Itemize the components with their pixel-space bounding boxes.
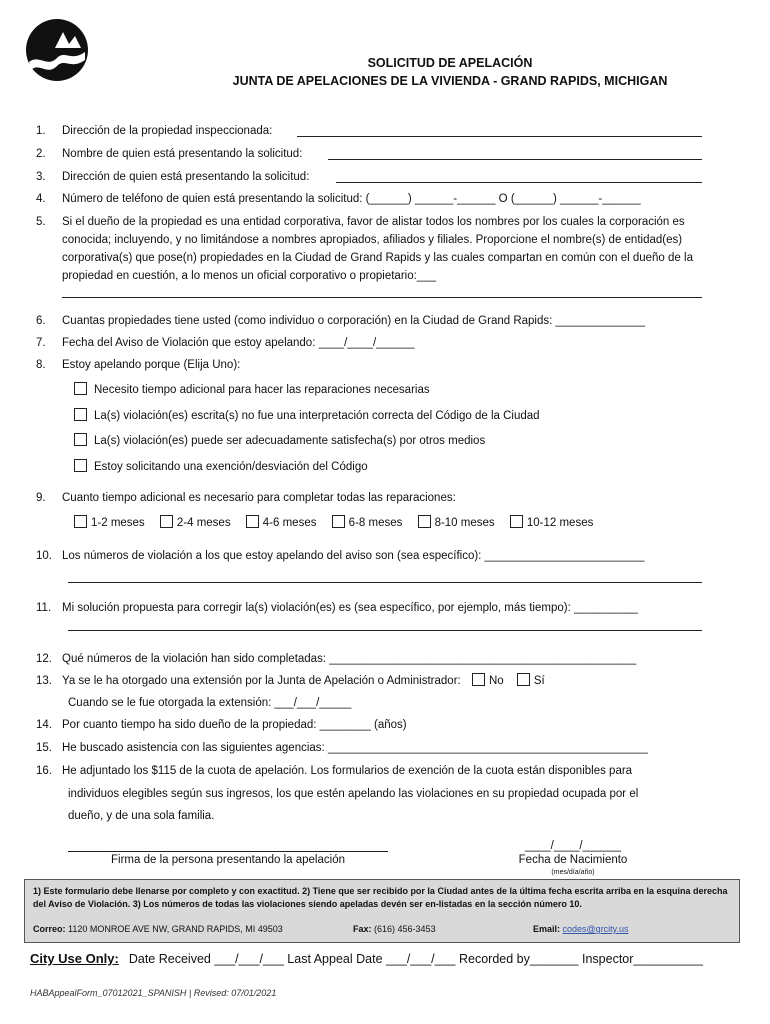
time-option-4[interactable]: 6-8 meses xyxy=(332,515,403,531)
instructions-box xyxy=(24,879,740,943)
item-11: 11. Mi solución propuesta para corregir la(s) violación(es) es (sea específico, por ejemplo, más tiempo): __________ xyxy=(36,602,638,614)
property-address-field[interactable] xyxy=(297,136,702,137)
city-use-label: City Use Only: xyxy=(30,951,119,966)
time-4-checkbox[interactable] xyxy=(332,515,345,528)
reason-3-checkbox[interactable] xyxy=(74,433,87,446)
applicant-name-field[interactable] xyxy=(328,159,702,160)
item-10: 10. Los números de violación a los que estoy apelando del aviso son (sea específico): _________________________ xyxy=(36,550,645,562)
agencies-field[interactable]: He buscado asistencia con las siguientes agencias: __________________________________________________ xyxy=(62,742,648,754)
proposed-solution-line[interactable] xyxy=(68,630,702,631)
item-16: 16. He adjuntado los $115 de la cuota de apelación. Los formularios de exención de la cuota están disponibles para xyxy=(36,765,633,777)
item-16-line-1: He adjuntado los $115 de la cuota de apelación. Los formularios de exención de la cuota están disponibles para xyxy=(62,765,633,777)
reason-option-4[interactable]: Estoy solicitando una exención/desviación del Código xyxy=(74,459,368,475)
extension-yes-checkbox[interactable] xyxy=(517,673,530,686)
form-footer: HABAppealForm_07012021_SPANISH | Revised: 07/01/2021 xyxy=(30,988,277,998)
violation-numbers-field[interactable]: Los números de violación a los que estoy apelando del aviso son (sea específico): _________________________ xyxy=(62,550,645,562)
phone-field-label[interactable]: Número de teléfono de quien está presentando la solicitud: (______) ______-______ O (______) ______-______ xyxy=(62,193,641,205)
corporate-entity-text: Si el dueño de la propiedad es una entidad corporativa, favor de alistar todos los nombres por los cuales la corporación es conocida; incluyendo, y no limitándose a nombres apropiados, afiliados y filiales. Proporcione el nombre(s) de entidad(es) corporativa(s) que pose(n) propiedades en la Ciudad de Grand Rapids y las cuales compartan en común con el dueño de la propiedad en cuestión, a lo menos un oficial corporativo o propietario:___ xyxy=(62,216,693,282)
item-14: 14. Por cuanto tiempo ha sido dueño de la propiedad: ________ (años) xyxy=(36,719,407,731)
notice-date-field[interactable]: Fecha del Aviso de Violación que estoy apelando: ____/____/______ xyxy=(62,337,415,349)
signature-line[interactable] xyxy=(68,851,388,852)
time-2-checkbox[interactable] xyxy=(160,515,173,528)
time-option-2[interactable]: 2-4 meses xyxy=(160,515,231,531)
item-5-num: 5. xyxy=(36,216,46,228)
item-15: 15. He buscado asistencia con las siguientes agencias: __________________________________________________ xyxy=(36,742,648,754)
completed-violations-field[interactable]: Qué números de la violación han sido completadas: ________________________________________________ xyxy=(62,653,637,665)
birth-date-hint: (mes/día/año) xyxy=(551,869,595,876)
violation-numbers-line[interactable] xyxy=(68,582,702,583)
item-9: 9. Cuanto tiempo adicional es necesario para completar todas las reparaciones: xyxy=(36,492,456,504)
form-title: SOLICITUD DE APELACIÓN xyxy=(367,56,533,70)
time-3-checkbox[interactable] xyxy=(246,515,259,528)
signature-label: Firma de la persona presentando la apelación xyxy=(111,854,345,866)
reason-2-checkbox[interactable] xyxy=(74,408,87,421)
item-16-line-2: individuos elegibles según sus ingresos, los que estén apelando las violaciones en su propiedad ocupada por el xyxy=(68,788,639,800)
item-1-label: Dirección de la propiedad inspeccionada: xyxy=(62,125,273,137)
fax-number: (616) 456-3453 xyxy=(374,924,436,934)
item-3-label: Dirección de quien está presentando la solicitud: xyxy=(62,171,310,183)
reason-option-3[interactable]: La(s) violación(es) puede ser adecuadamente satisfecha(s) por otros medios xyxy=(74,433,485,449)
mail-address: 1120 MONROE AVE NW, GRAND RAPIDS, MI 49503 xyxy=(68,924,283,934)
time-options xyxy=(74,515,605,531)
mail-label: Correo: xyxy=(33,924,66,934)
reason-option-1[interactable]: Necesito tiempo adicional para hacer las reparaciones necesarias xyxy=(74,382,430,398)
item-16-line-3: dueño, y de una sola familia. xyxy=(68,810,215,822)
property-count-field[interactable]: Cuantas propiedades tiene usted (como individuo o corporación) en la Ciudad de Grand Rapids: ______________ xyxy=(62,315,646,327)
reason-1-checkbox[interactable] xyxy=(74,382,87,395)
corporate-entity-field[interactable] xyxy=(62,297,702,298)
time-1-checkbox[interactable] xyxy=(74,515,87,528)
item-2: 2. Nombre de quien está presentando la solicitud: xyxy=(36,148,303,160)
birth-date-label: Fecha de Nacimiento xyxy=(518,854,628,866)
item-4: 4. Número de teléfono de quien está presentando la solicitud: (______) ______-______ O (______) ______-______ xyxy=(36,193,641,205)
time-5-checkbox[interactable] xyxy=(418,515,431,528)
email-link[interactable]: codes@grcity.us xyxy=(562,924,629,934)
birth-date-field[interactable]: ____/____/______ xyxy=(525,840,621,852)
item-12: 12. Qué números de la violación han sido completadas: ________________________________________________ xyxy=(36,653,637,665)
item-1: 1. Dirección de la propiedad inspeccionada: xyxy=(36,125,273,137)
item-7: 7. Fecha del Aviso de Violación que estoy apelando: ____/____/______ xyxy=(36,337,415,349)
city-use-section xyxy=(30,951,703,966)
city-logo-icon xyxy=(25,18,89,82)
time-option-1[interactable]: 1-2 meses xyxy=(74,515,145,531)
reason-option-2[interactable]: La(s) violación(es) escrita(s) no fue una interpretación correcta del Código de la Ciudad xyxy=(74,408,540,424)
item-2-label: Nombre de quien está presentando la solicitud: xyxy=(62,148,303,160)
fax-label: Fax: xyxy=(353,924,372,934)
item-13-label: Ya se le ha otorgado una extensión por la Junta de Apelación o Administrador: xyxy=(62,675,461,687)
item-8: 8. Estoy apelando porque (Elija Uno): xyxy=(36,359,241,371)
extension-no-checkbox[interactable] xyxy=(472,673,485,686)
reason-4-checkbox[interactable] xyxy=(74,459,87,472)
item-9-label: Cuanto tiempo adicional es necesario para completar todas las reparaciones: xyxy=(62,492,456,504)
city-use-fields: Date Received ___/___/___ Last Appeal Date ___/___/___ Recorded by_______ Inspector__________ xyxy=(128,952,703,966)
extension-date-field[interactable]: Cuando se le fue otorgada la extensión: ___/___/_____ xyxy=(68,697,352,709)
time-option-3[interactable]: 4-6 meses xyxy=(246,515,317,531)
proposed-solution-field[interactable]: Mi solución propuesta para corregir la(s) violación(es) es (sea específico, por ejemplo, más tiempo): __________ xyxy=(62,602,638,614)
applicant-address-field[interactable] xyxy=(336,182,702,183)
instructions-text: 1) Este formulario debe llenarse por completo y con exactitud. 2) Tiene que ser recibido por la Ciudad antes de la última fecha escrita arriba en la esquina derecha del Aviso de Violación. 3) Los números de todas las violaciones siendo apeladas devén ser en-listadas en la sección número 10. xyxy=(33,886,728,909)
email-label: Email: xyxy=(533,924,561,934)
form-subtitle: JUNTA DE APELACIONES DE LA VIVIENDA - GRAND RAPIDS, MICHIGAN xyxy=(232,74,668,88)
ownership-years-field[interactable]: Por cuanto tiempo ha sido dueño de la propiedad: ________ (años) xyxy=(62,719,407,731)
item-6: 6. Cuantas propiedades tiene usted (como individuo o corporación) en la Ciudad de Grand Rapids: ______________ xyxy=(36,315,646,327)
time-6-checkbox[interactable] xyxy=(510,515,523,528)
time-option-6[interactable]: 10-12 meses xyxy=(510,515,593,531)
item-3: 3. Dirección de quien está presentando la solicitud: xyxy=(36,171,310,183)
time-option-5[interactable]: 8-10 meses xyxy=(418,515,495,531)
item-13: 13. Ya se le ha otorgado una extensión por la Junta de Apelación o Administrador: No Sí xyxy=(36,675,545,687)
item-8-label: Estoy apelando porque (Elija Uno): xyxy=(62,359,241,371)
